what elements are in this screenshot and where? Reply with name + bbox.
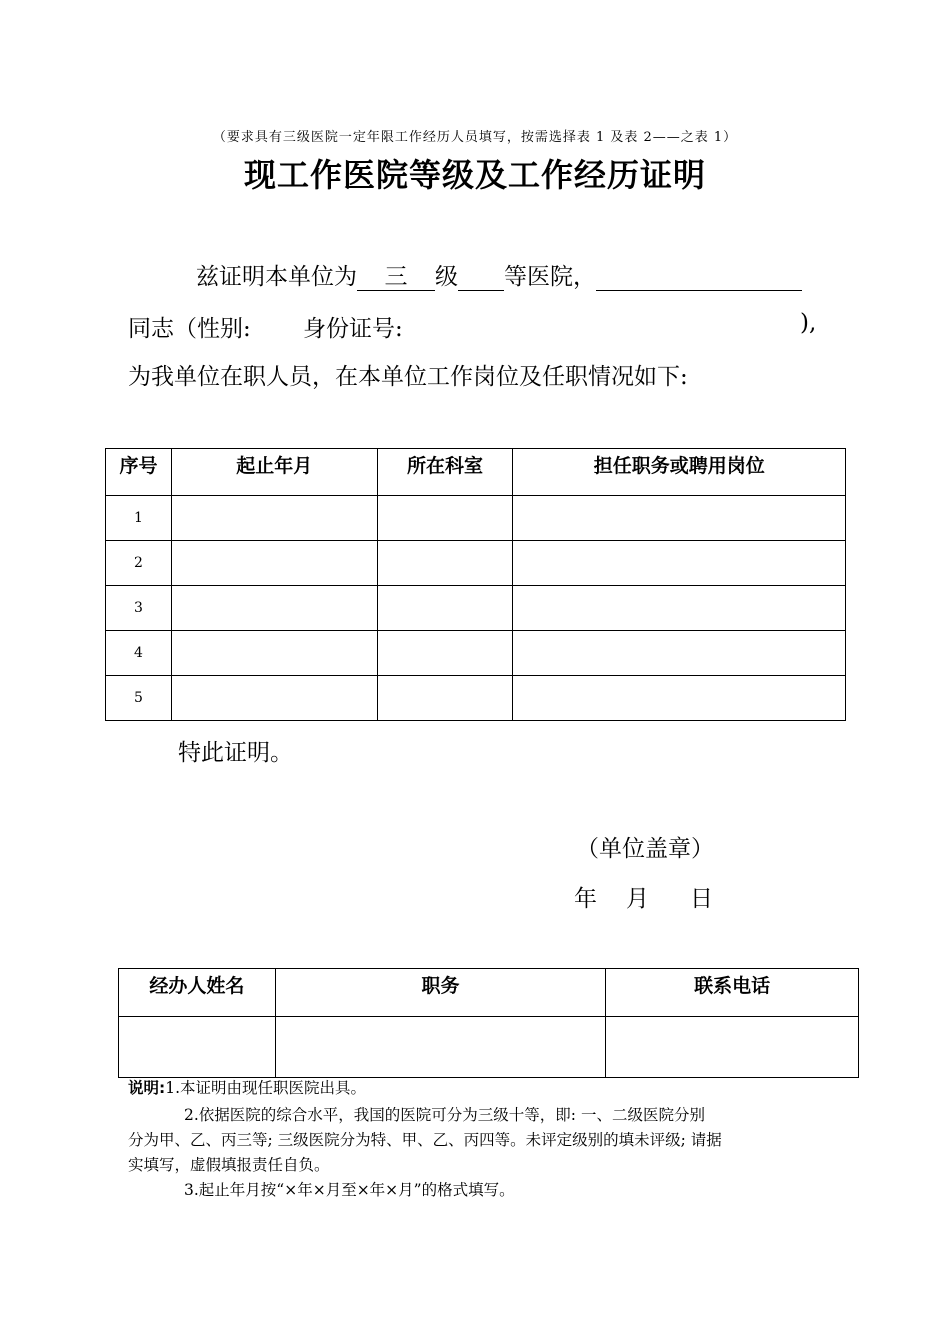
date-year: 年 bbox=[574, 886, 597, 912]
certify-text: 特此证明。 bbox=[178, 740, 293, 766]
explanation-line-1 bbox=[128, 1075, 366, 1102]
department-cell[interactable] bbox=[377, 541, 513, 586]
seal-text: （单位盖章） bbox=[576, 836, 714, 862]
period-cell[interactable] bbox=[171, 676, 377, 721]
row-index: 1 bbox=[106, 496, 172, 541]
period-cell[interactable] bbox=[171, 586, 377, 631]
header-period: 起止年月 bbox=[171, 449, 377, 496]
header-phone: 联系电话 bbox=[606, 969, 859, 1017]
row-index: 5 bbox=[106, 676, 172, 721]
explanation-item-1: 1.本证明由现任职医院出具。 bbox=[165, 1079, 366, 1097]
explanation-item-2-line-2: 分为甲、乙、丙三等; 三级医院分为特、甲、乙、丙四等。未评定级别的填未评级; 请据 bbox=[128, 1131, 722, 1149]
department-cell[interactable] bbox=[377, 631, 513, 676]
explanation-item-3: 3.起止年月按“×年×月至×年×月”的格式填写。 bbox=[184, 1181, 515, 1199]
period-cell[interactable] bbox=[171, 496, 377, 541]
contact-input-row bbox=[119, 1017, 859, 1078]
position-cell[interactable] bbox=[513, 496, 846, 541]
table-header-row bbox=[106, 449, 846, 496]
period-cell[interactable] bbox=[171, 631, 377, 676]
department-cell[interactable] bbox=[377, 496, 513, 541]
row-index: 2 bbox=[106, 541, 172, 586]
paragraph-line-3: 为我单位在职人员，在本单位工作岗位及任职情况如下: bbox=[128, 364, 688, 390]
job-title-cell[interactable] bbox=[275, 1017, 606, 1078]
position-cell[interactable] bbox=[513, 631, 846, 676]
header-index: 序号 bbox=[106, 449, 172, 496]
phone-cell[interactable] bbox=[606, 1017, 859, 1078]
header-job-title: 职务 bbox=[275, 969, 606, 1017]
position-cell[interactable] bbox=[513, 676, 846, 721]
line2-prefix: 同志（性别: bbox=[128, 316, 251, 342]
department-cell[interactable] bbox=[377, 676, 513, 721]
row-index: 3 bbox=[106, 586, 172, 631]
header-handler-name: 经办人姓名 bbox=[119, 969, 276, 1017]
header-position: 担任职务或聘用岗位 bbox=[513, 449, 846, 496]
table-row bbox=[106, 631, 846, 676]
header-note: （要求具有三级医院一定年限工作经历人员填写，按需选择表 1 及表 2——之表 1） bbox=[212, 130, 738, 145]
explanation-item-2-line-1: 2.依据医院的综合水平，我国的医院可分为三级十等，即: 一、二级医院分别 bbox=[184, 1106, 705, 1124]
department-cell[interactable] bbox=[377, 586, 513, 631]
work-history-table bbox=[105, 448, 846, 721]
position-cell[interactable] bbox=[513, 541, 846, 586]
line1-prefix: 兹证明本单位为 bbox=[196, 264, 357, 290]
page-title: 现工作医院等级及工作经历证明 bbox=[243, 156, 706, 194]
table-row bbox=[106, 586, 846, 631]
header-department: 所在科室 bbox=[377, 449, 513, 496]
level-label: 级 bbox=[435, 264, 458, 290]
explanation-label: 说明: bbox=[128, 1079, 166, 1097]
period-cell[interactable] bbox=[171, 541, 377, 586]
hospital-grade-field[interactable] bbox=[458, 264, 504, 291]
handler-name-cell[interactable] bbox=[119, 1017, 276, 1078]
explanation-item-2-line-3: 实填写，虚假填报责任自负。 bbox=[128, 1156, 330, 1174]
line1-suffix: 等医院， bbox=[504, 264, 596, 290]
name-field[interactable] bbox=[596, 264, 802, 291]
table-row bbox=[106, 541, 846, 586]
table-row bbox=[106, 676, 846, 721]
date-month: 月 bbox=[626, 886, 649, 912]
hospital-level-field[interactable]: 三 bbox=[357, 264, 435, 291]
paragraph-line-1 bbox=[196, 258, 802, 291]
date-day: 日 bbox=[690, 886, 713, 912]
position-cell[interactable] bbox=[513, 586, 846, 631]
contact-header-row bbox=[119, 969, 859, 1017]
id-number-label: 身份证号: bbox=[303, 316, 403, 342]
row-index: 4 bbox=[106, 631, 172, 676]
contact-table bbox=[118, 968, 859, 1078]
line2-end: ), bbox=[800, 310, 817, 336]
table-row bbox=[106, 496, 846, 541]
